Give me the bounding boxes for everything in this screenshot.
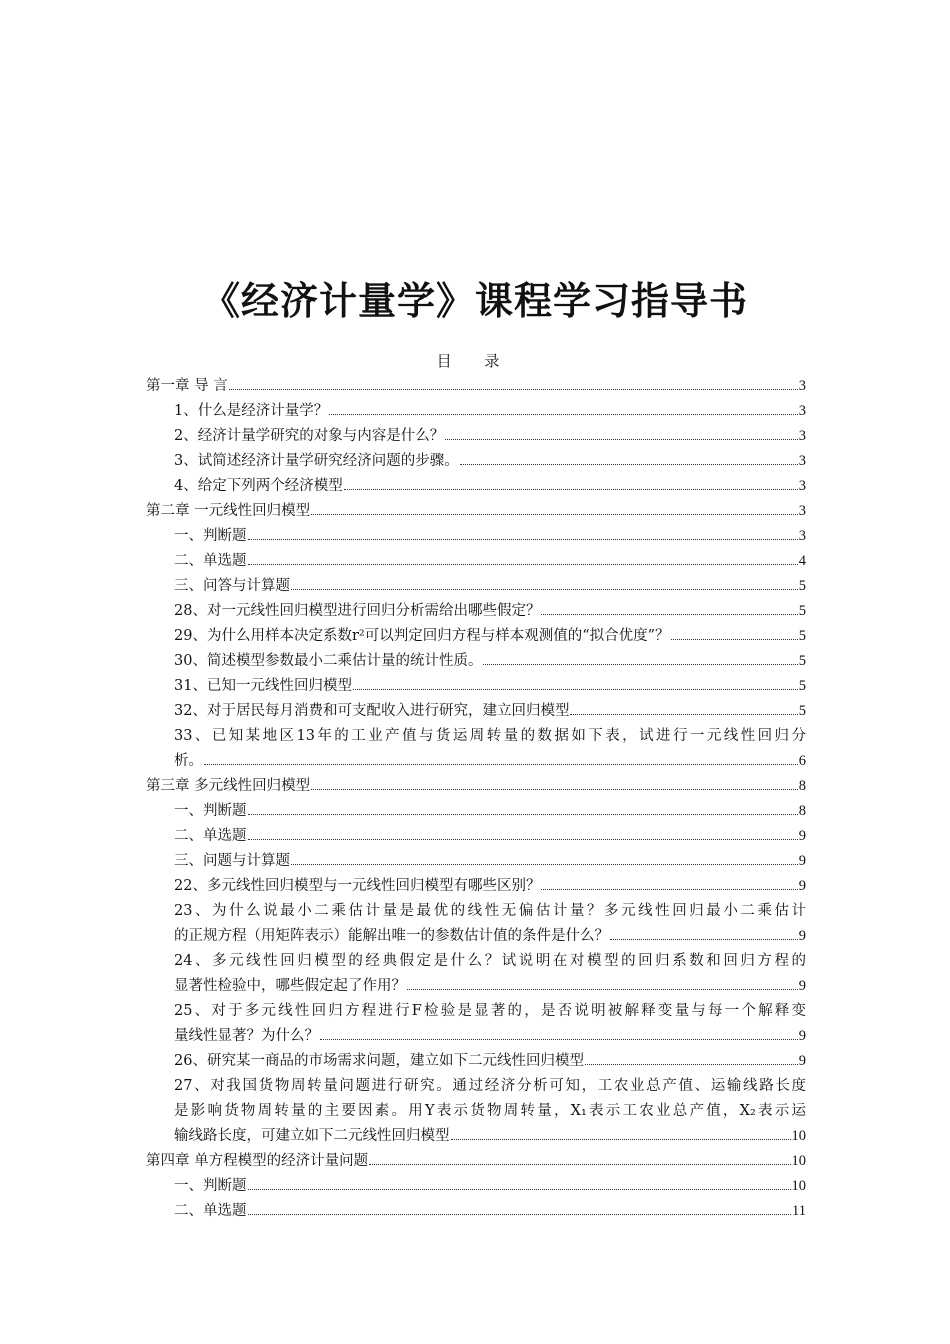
toc-entry-text: 31、已知一元线性回归模型 <box>174 678 352 694</box>
toc-leader-dots <box>248 564 798 565</box>
toc-leader-dots <box>248 839 798 840</box>
toc-entry-text: 二、单选题 <box>174 1203 247 1219</box>
toc-entry[interactable] <box>146 1074 806 1149</box>
toc-leader-dots <box>483 664 797 665</box>
toc-entry[interactable] <box>146 624 806 649</box>
toc-entry[interactable] <box>146 574 806 599</box>
toc-page-number: 3 <box>798 503 806 519</box>
toc-entry-text: 的正规方程（用矩阵表示）能解出唯一的参数估计值的条件是什么？ <box>174 928 609 944</box>
toc-entry-text <box>174 949 806 974</box>
toc-leader-dots <box>248 539 798 540</box>
toc-page-number: 4 <box>798 553 806 569</box>
toc-entry[interactable] <box>146 949 806 999</box>
toc-page-number: 9 <box>798 1028 806 1044</box>
toc-leader-dots <box>204 764 798 765</box>
toc-page-number: 9 <box>798 1053 806 1069</box>
toc-page-number: 5 <box>798 628 806 644</box>
toc-entry[interactable] <box>146 874 806 899</box>
toc-leader-dots <box>311 789 798 790</box>
toc-chapter[interactable] <box>146 499 806 524</box>
toc-page-number: 9 <box>798 978 806 994</box>
toc-entry-line: 23、为什么说最小二乘估计量是最优的线性无偏估计量？多元线性回归最小二乘估计 <box>174 903 806 919</box>
toc-page-number: 3 <box>798 378 806 394</box>
toc-entry[interactable] <box>146 1049 806 1074</box>
toc-entry-lastline <box>174 1124 806 1149</box>
toc-leader-dots <box>291 864 798 865</box>
toc-leader-dots <box>585 1064 798 1065</box>
toc-leader-dots <box>311 514 798 515</box>
table-of-contents <box>146 374 806 1224</box>
toc-entry-text: 30、简述模型参数最小二乘估计量的统计性质。 <box>174 653 483 669</box>
toc-entry-text: 1、什么是经济计量学？ <box>174 403 329 419</box>
toc-entry[interactable] <box>146 1199 806 1224</box>
toc-leader-dots <box>329 414 798 415</box>
toc-leader-dots <box>445 439 798 440</box>
toc-entry-text: 26、研究某一商品的市场需求问题，建立如下二元线性回归模型 <box>174 1053 584 1069</box>
toc-entry[interactable] <box>146 724 806 774</box>
toc-entry[interactable] <box>146 699 806 724</box>
toc-page-number: 3 <box>798 528 806 544</box>
toc-entry[interactable] <box>146 649 806 674</box>
toc-page-number: 9 <box>798 853 806 869</box>
toc-entry-text: 三、问题与计算题 <box>174 853 290 869</box>
toc-page-number: 10 <box>791 1153 806 1169</box>
page-title: 《经济计量学》课程学习指导书 <box>201 279 748 323</box>
toc-page-number: 11 <box>792 1203 806 1219</box>
toc-entry-text <box>174 1074 806 1124</box>
toc-entry[interactable] <box>146 799 806 824</box>
toc-entry-text: 第二章 一元线性回归模型 <box>146 503 311 519</box>
toc-page-number: 10 <box>791 1128 806 1144</box>
toc-entry[interactable] <box>146 599 806 624</box>
toc-entry[interactable] <box>146 824 806 849</box>
toc-entry-text: 第三章 多元线性回归模型 <box>146 778 311 794</box>
toc-entry-line: 25、对于多元线性回归方程进行F检验是显著的，是否说明被解释变量与每一个解释变 <box>174 1003 806 1019</box>
toc-page-number: 5 <box>798 678 806 694</box>
toc-entry-lastline <box>174 974 806 999</box>
toc-page-number: 3 <box>798 478 806 494</box>
toc-leader-dots <box>291 589 798 590</box>
toc-leader-dots <box>369 1164 790 1165</box>
toc-chapter[interactable] <box>146 774 806 799</box>
toc-entry-text <box>174 724 806 749</box>
toc-chapter[interactable] <box>146 374 806 399</box>
toc-entry-text: 2、经济计量学研究的对象与内容是什么？ <box>174 428 445 444</box>
toc-entry-line: 24、多元线性回归模型的经典假定是什么？试说明在对模型的回归系数和回归方程的 <box>174 953 806 969</box>
toc-leader-dots <box>248 1214 792 1215</box>
toc-entry-text: 析。 <box>174 753 203 769</box>
toc-entry-line: 是影响货物周转量的主要因素。用Y表示货物周转量，X₁表示工农业总产值，X₂表示运 <box>174 1103 806 1119</box>
toc-leader-dots <box>671 639 798 640</box>
toc-entry[interactable] <box>146 674 806 699</box>
toc-page-number: 3 <box>798 428 806 444</box>
toc-page-number: 5 <box>798 653 806 669</box>
toc-entry[interactable] <box>146 449 806 474</box>
toc-leader-dots <box>451 1139 791 1140</box>
toc-entry[interactable] <box>146 424 806 449</box>
toc-page-number: 9 <box>798 878 806 894</box>
toc-entry-text: 29、为什么用样本决定系数r²可以判定回归方程与样本观测值的“拟合优度”？ <box>174 628 670 644</box>
toc-chapter[interactable] <box>146 1149 806 1174</box>
toc-heading: 目 录 <box>436 352 514 370</box>
toc-leader-dots <box>541 889 797 890</box>
toc-leader-dots <box>248 1189 791 1190</box>
toc-leader-dots <box>353 689 798 690</box>
toc-entry[interactable] <box>146 549 806 574</box>
toc-leader-dots <box>570 714 797 715</box>
toc-page-number: 10 <box>791 1178 806 1194</box>
toc-page-number: 8 <box>798 778 806 794</box>
toc-page-number: 3 <box>798 453 806 469</box>
toc-entry[interactable] <box>146 999 806 1049</box>
toc-leader-dots <box>541 614 797 615</box>
toc-entry-text: 22、多元线性回归模型与一元线性回归模型有哪些区别？ <box>174 878 541 894</box>
toc-entry-line: 27、对我国货物周转量问题进行研究。通过经济分析可知，工农业总产值、运输线路长度 <box>174 1078 806 1094</box>
toc-leader-dots <box>610 939 798 940</box>
toc-entry-text: 一、判断题 <box>174 1178 247 1194</box>
toc-entry-text: 显著性检验中，哪些假定起了作用？ <box>174 978 406 994</box>
toc-page-number: 3 <box>798 403 806 419</box>
toc-entry-lastline <box>174 749 806 774</box>
toc-entry-text: 3、试简述经济计量学研究经济问题的步骤。 <box>174 453 459 469</box>
toc-page-number: 9 <box>798 828 806 844</box>
toc-page-number: 5 <box>798 578 806 594</box>
toc-entry-text: 三、问答与计算题 <box>174 578 290 594</box>
toc-entry-text: 输线路长度，可建立如下二元线性回归模型 <box>174 1128 450 1144</box>
toc-leader-dots <box>460 464 798 465</box>
toc-entry-line: 33、已知某地区13年的工业产值与货运周转量的数据如下表，试进行一元线性回归分 <box>174 728 806 744</box>
toc-entry[interactable] <box>146 899 806 949</box>
toc-leader-dots <box>344 489 798 490</box>
toc-page-number: 6 <box>798 753 806 769</box>
toc-entry-text: 32、对于居民每月消费和可支配收入进行研究，建立回归模型 <box>174 703 570 719</box>
toc-page-number: 5 <box>798 703 806 719</box>
toc-entry-text: 量线性显著？为什么？ <box>174 1028 319 1044</box>
toc-entry[interactable] <box>146 399 806 424</box>
toc-entry-text: 第一章 导 言 <box>146 378 228 394</box>
toc-entry[interactable] <box>146 1174 806 1199</box>
toc-entry-lastline <box>174 924 806 949</box>
toc-leader-dots <box>320 1039 798 1040</box>
toc-entry-text <box>174 999 806 1024</box>
toc-entry[interactable] <box>146 524 806 549</box>
toc-leader-dots <box>407 989 798 990</box>
toc-page-number: 5 <box>798 603 806 619</box>
toc-page-number: 9 <box>798 928 806 944</box>
toc-entry-text: 二、单选题 <box>174 553 247 569</box>
toc-entry-text <box>174 899 806 924</box>
toc-entry-text: 一、判断题 <box>174 528 247 544</box>
toc-leader-dots <box>229 389 798 390</box>
toc-entry-text: 28、对一元线性回归模型进行回归分析需给出哪些假定？ <box>174 603 541 619</box>
toc-entry-lastline <box>174 1024 806 1049</box>
toc-entry-text: 二、单选题 <box>174 828 247 844</box>
toc-leader-dots <box>248 814 798 815</box>
toc-page-number: 8 <box>798 803 806 819</box>
toc-entry-text: 一、判断题 <box>174 803 247 819</box>
toc-entry[interactable] <box>146 474 806 499</box>
toc-entry-text: 4、给定下列两个经济模型 <box>174 478 343 494</box>
toc-entry[interactable] <box>146 849 806 874</box>
toc-entry-text: 第四章 单方程模型的经济计量问题 <box>146 1153 369 1169</box>
